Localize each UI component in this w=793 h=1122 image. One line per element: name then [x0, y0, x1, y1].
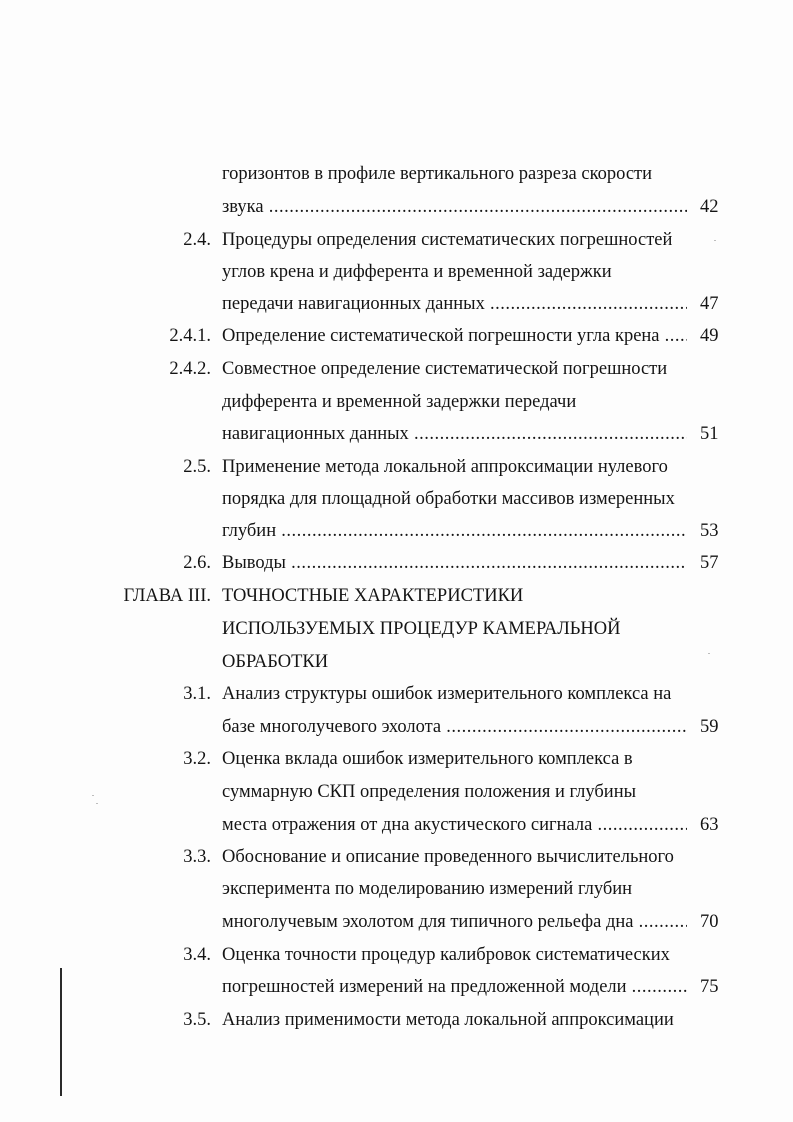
toc-text: дифферента и временной задержки передачи: [222, 392, 577, 412]
toc-line: [0, 971, 793, 1003]
toc-number: 2.5.: [183, 457, 211, 477]
toc-text: Обоснование и описание проведенного вычислительного: [222, 847, 674, 867]
toc-line: [0, 386, 793, 418]
toc-line: [0, 841, 793, 873]
toc-text: передачи навигационных данных .....: [222, 288, 687, 320]
toc-text: порядка для площадной обработки массивов измеренных: [222, 489, 675, 509]
toc-line: [0, 678, 793, 710]
toc-line: [0, 776, 793, 808]
toc-text: Анализ структуры ошибок измерительного комплекса на: [222, 684, 672, 704]
toc-text: ТОЧНОСТНЫЕ ХАРАКТЕРИСТИКИ: [222, 586, 524, 606]
toc-page-number: 42: [700, 197, 719, 217]
toc-text: Оценка вклада ошибок измерительного комплекса в: [222, 749, 633, 769]
toc-number: ГЛАВА III.: [123, 586, 211, 606]
toc-number: 2.4.: [183, 230, 211, 250]
toc-line: [0, 288, 793, 320]
toc-line: [0, 483, 793, 515]
toc-text: Анализ применимости метода локальной аппроксимации: [222, 1010, 674, 1030]
toc-number: 3.5.: [183, 1010, 211, 1030]
toc-line: [0, 547, 793, 579]
toc-line: [0, 158, 793, 190]
toc-page-number: 57: [700, 553, 719, 573]
scan-speck: [708, 653, 710, 654]
toc-line: [0, 256, 793, 288]
toc-line: [0, 873, 793, 905]
toc-text: Выводы .....: [222, 547, 687, 579]
toc-text: звука .....: [222, 191, 687, 223]
toc-text: горизонтов в профиле вертикального разреза скорости: [222, 164, 653, 184]
toc-line: [0, 191, 793, 223]
toc-line: [0, 515, 793, 547]
toc-page-number: 63: [700, 815, 719, 835]
toc-line: [0, 580, 793, 612]
toc-text: ИСПОЛЬЗУЕМЫХ ПРОЦЕДУР КАМЕРАЛЬНОЙ: [222, 619, 621, 639]
toc-line: [0, 418, 793, 450]
toc-line: [0, 320, 793, 352]
toc-text: Процедуры определения систематических погрешностей: [222, 230, 673, 250]
scan-margin-line: [60, 968, 62, 1096]
toc-text: Применение метода локальной аппроксимации нулевого: [222, 457, 668, 477]
toc-line: [0, 809, 793, 841]
toc-line: [0, 646, 793, 678]
toc-line: [0, 939, 793, 971]
toc-page-number: 51: [700, 424, 719, 444]
toc-page-number: 53: [700, 521, 719, 541]
toc-line: [0, 353, 793, 385]
toc-line: [0, 743, 793, 775]
toc-number: 3.1.: [183, 684, 211, 704]
toc-text: глубин .....: [222, 515, 687, 547]
toc-text: места отражения от дна акустического сигнала .....: [222, 809, 687, 841]
toc-page-number: 75: [700, 977, 719, 997]
toc-line: [0, 1004, 793, 1036]
toc-page-number: 70: [700, 912, 719, 932]
toc-text: навигационных данных .....: [222, 418, 687, 450]
toc-number: 3.3.: [183, 847, 211, 867]
toc-text: Совместное определение систематической погрешности: [222, 359, 668, 379]
toc-line: [0, 451, 793, 483]
toc-number: 2.6.: [183, 553, 211, 573]
toc-text: базе многолучевого эхолота .....: [222, 711, 687, 743]
toc-line: [0, 711, 793, 743]
toc-line: [0, 224, 793, 256]
toc-text: суммарную СКП определения положения и глубины: [222, 782, 637, 802]
toc-text: погрешностей измерений на предложенной модели .....: [222, 971, 687, 1003]
toc-number: 2.4.2.: [169, 359, 211, 379]
toc-text: Определение систематической погрешности угла крена .....: [222, 320, 687, 352]
toc-text: эксперимента по моделированию измерений глубин: [222, 879, 633, 899]
scan-speck: [92, 795, 94, 796]
scan-speck: [96, 803, 98, 804]
toc-text: Оценка точности процедур калибровок систематических: [222, 945, 670, 965]
toc-text: ОБРАБОТКИ: [222, 652, 329, 672]
toc-page-number: 49: [700, 326, 719, 346]
toc-page-number: 59: [700, 717, 719, 737]
toc-number: 3.2.: [183, 749, 211, 769]
toc-line: [0, 906, 793, 938]
toc-text: углов крена и дифферента и временной задержки: [222, 262, 612, 282]
toc-text: многолучевым эхолотом для типичного рельефа дна .....: [222, 906, 687, 938]
toc-page-number: 47: [700, 294, 719, 314]
toc-line: [0, 613, 793, 645]
scan-speck: [714, 240, 716, 241]
toc-number: 3.4.: [183, 945, 211, 965]
toc-number: 2.4.1.: [169, 326, 211, 346]
